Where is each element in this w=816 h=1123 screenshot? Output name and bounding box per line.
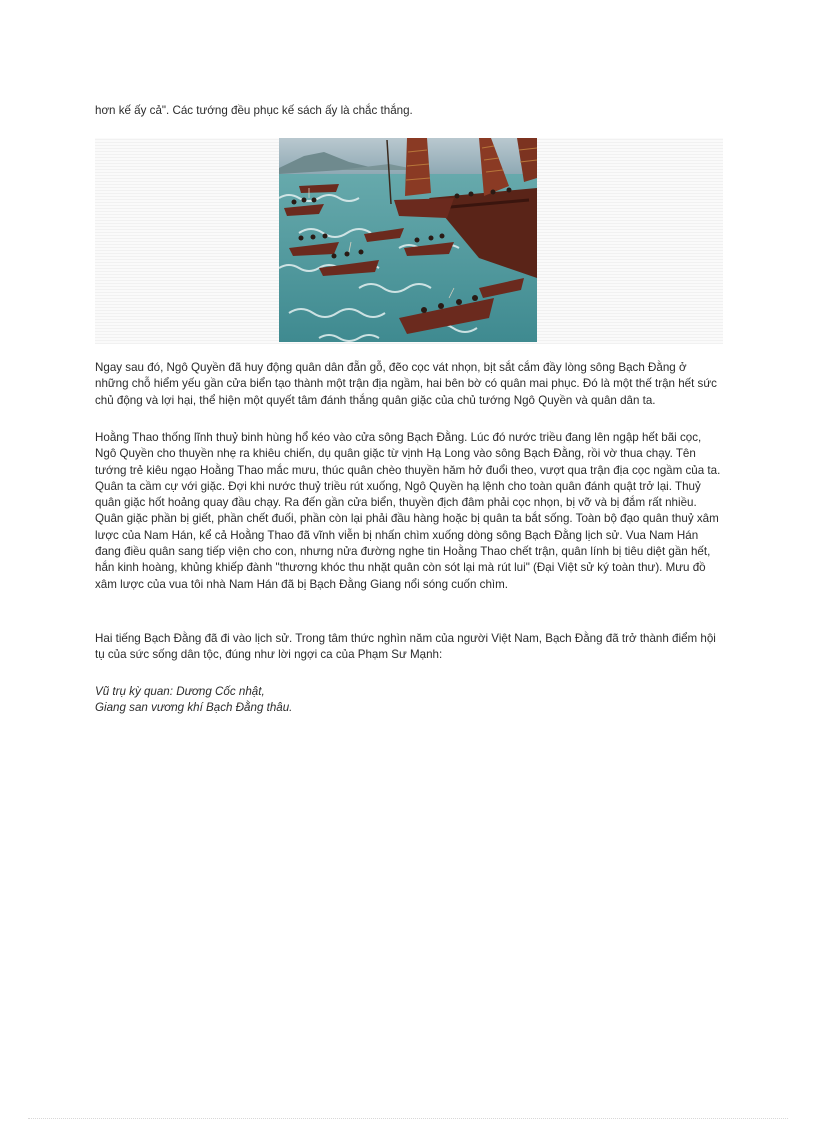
page-footer-divider: [28, 1118, 788, 1119]
intro-line: hơn kế ấy cả". Các tướng đều phục kế sách ấy là chắc thắng.: [95, 104, 413, 117]
poem-line-1: Vũ trụ kỳ quan: Dương Cốc nhật,: [95, 685, 265, 698]
naval-battle-painting-icon: [279, 138, 537, 342]
battle-illustration: [279, 138, 537, 342]
poem-line-2: Giang san vương khí Bạch Đằng thâu.: [95, 701, 293, 715]
poem: [95, 684, 292, 717]
paragraph-1: Ngay sau đó, Ngô Quyền đã huy động quân dân đẵn gỗ, đẽo cọc vát nhọn, bịt sắt cắm đầy lòng sông Bạch Đằng ở những chỗ hiểm yếu gần cửa biển tạo thành một trận địa ngầm, hai bên bờ có quân mai phục. Đó là một thế trận hết sức chủ động và lợi hại, thể hiện một quyết tâm đánh thắng quân giặc của chủ tướng Ngô Quyền và quân dân ta.: [95, 361, 717, 407]
paragraph-3: Hai tiếng Bạch Đằng đã đi vào lịch sử. Trong tâm thức nghìn năm của người Việt Nam, Bạch Đằng đã trở thành điểm hội tụ của sức sống dân tộc, đúng như lời ngợi ca của Phạm Sư Mạnh:: [95, 632, 716, 662]
paragraph-2: Hoằng Thao thống lĩnh thuỷ binh hùng hổ kéo vào cửa sông Bạch Đằng. Lúc đó nước triều đang lên ngập hết bãi cọc, Ngô Quyền cho thuyền nhẹ ra khiêu chiến, dụ quân giặc từ vịnh Hạ Long vào sông Bạch Đằng, rồi vờ thua chạy. Tên tướng trẻ kiêu ngạo Hoằng Thao mắc mưu, thúc quân chèo thuyền hăm hở đuổi theo, vượt qua trận địa cọc ngầm của ta. Quân ta cầm cự với giặc. Đợi khi nước thuỷ triều rút xuống, Ngô Quyền hạ lệnh cho toàn quân đánh quật trở lại. Thuỷ quân giặc hốt hoảng quay đầu chạy. Ra đến gần cửa biển, thuyền địch đâm phải cọc nhọn, bị vỡ và bị đắm rất nhiều. Quân giặc phần bị giết, phần chết đuối, phần còn lại phải đầu hàng hoặc bị quân ta bắt sống. Toàn bộ đạo quân thuỷ xâm lược của Nam Hán, kể cả Hoằng Thao đã vĩnh viễn bị nhấn chìm xuống dòng sông Bạch Đằng lịch sử. Vua Nam Hán đang điều quân sang tiếp viện cho con, nhưng nửa đường nghe tin Hoằng Thao chết trận, quân lính bị tiêu diệt gần hết, hắn kinh hoàng, khủng khiếp đành "thương khóc thu nhặt quân còn sót lại mà rút lui" (Đại Việt sử ký toàn thư). Mưu đồ xâm lược của vua tôi nhà Nam Hán đã bị Bạch Đằng Giang nổi sóng cuốn chìm.: [95, 431, 721, 591]
